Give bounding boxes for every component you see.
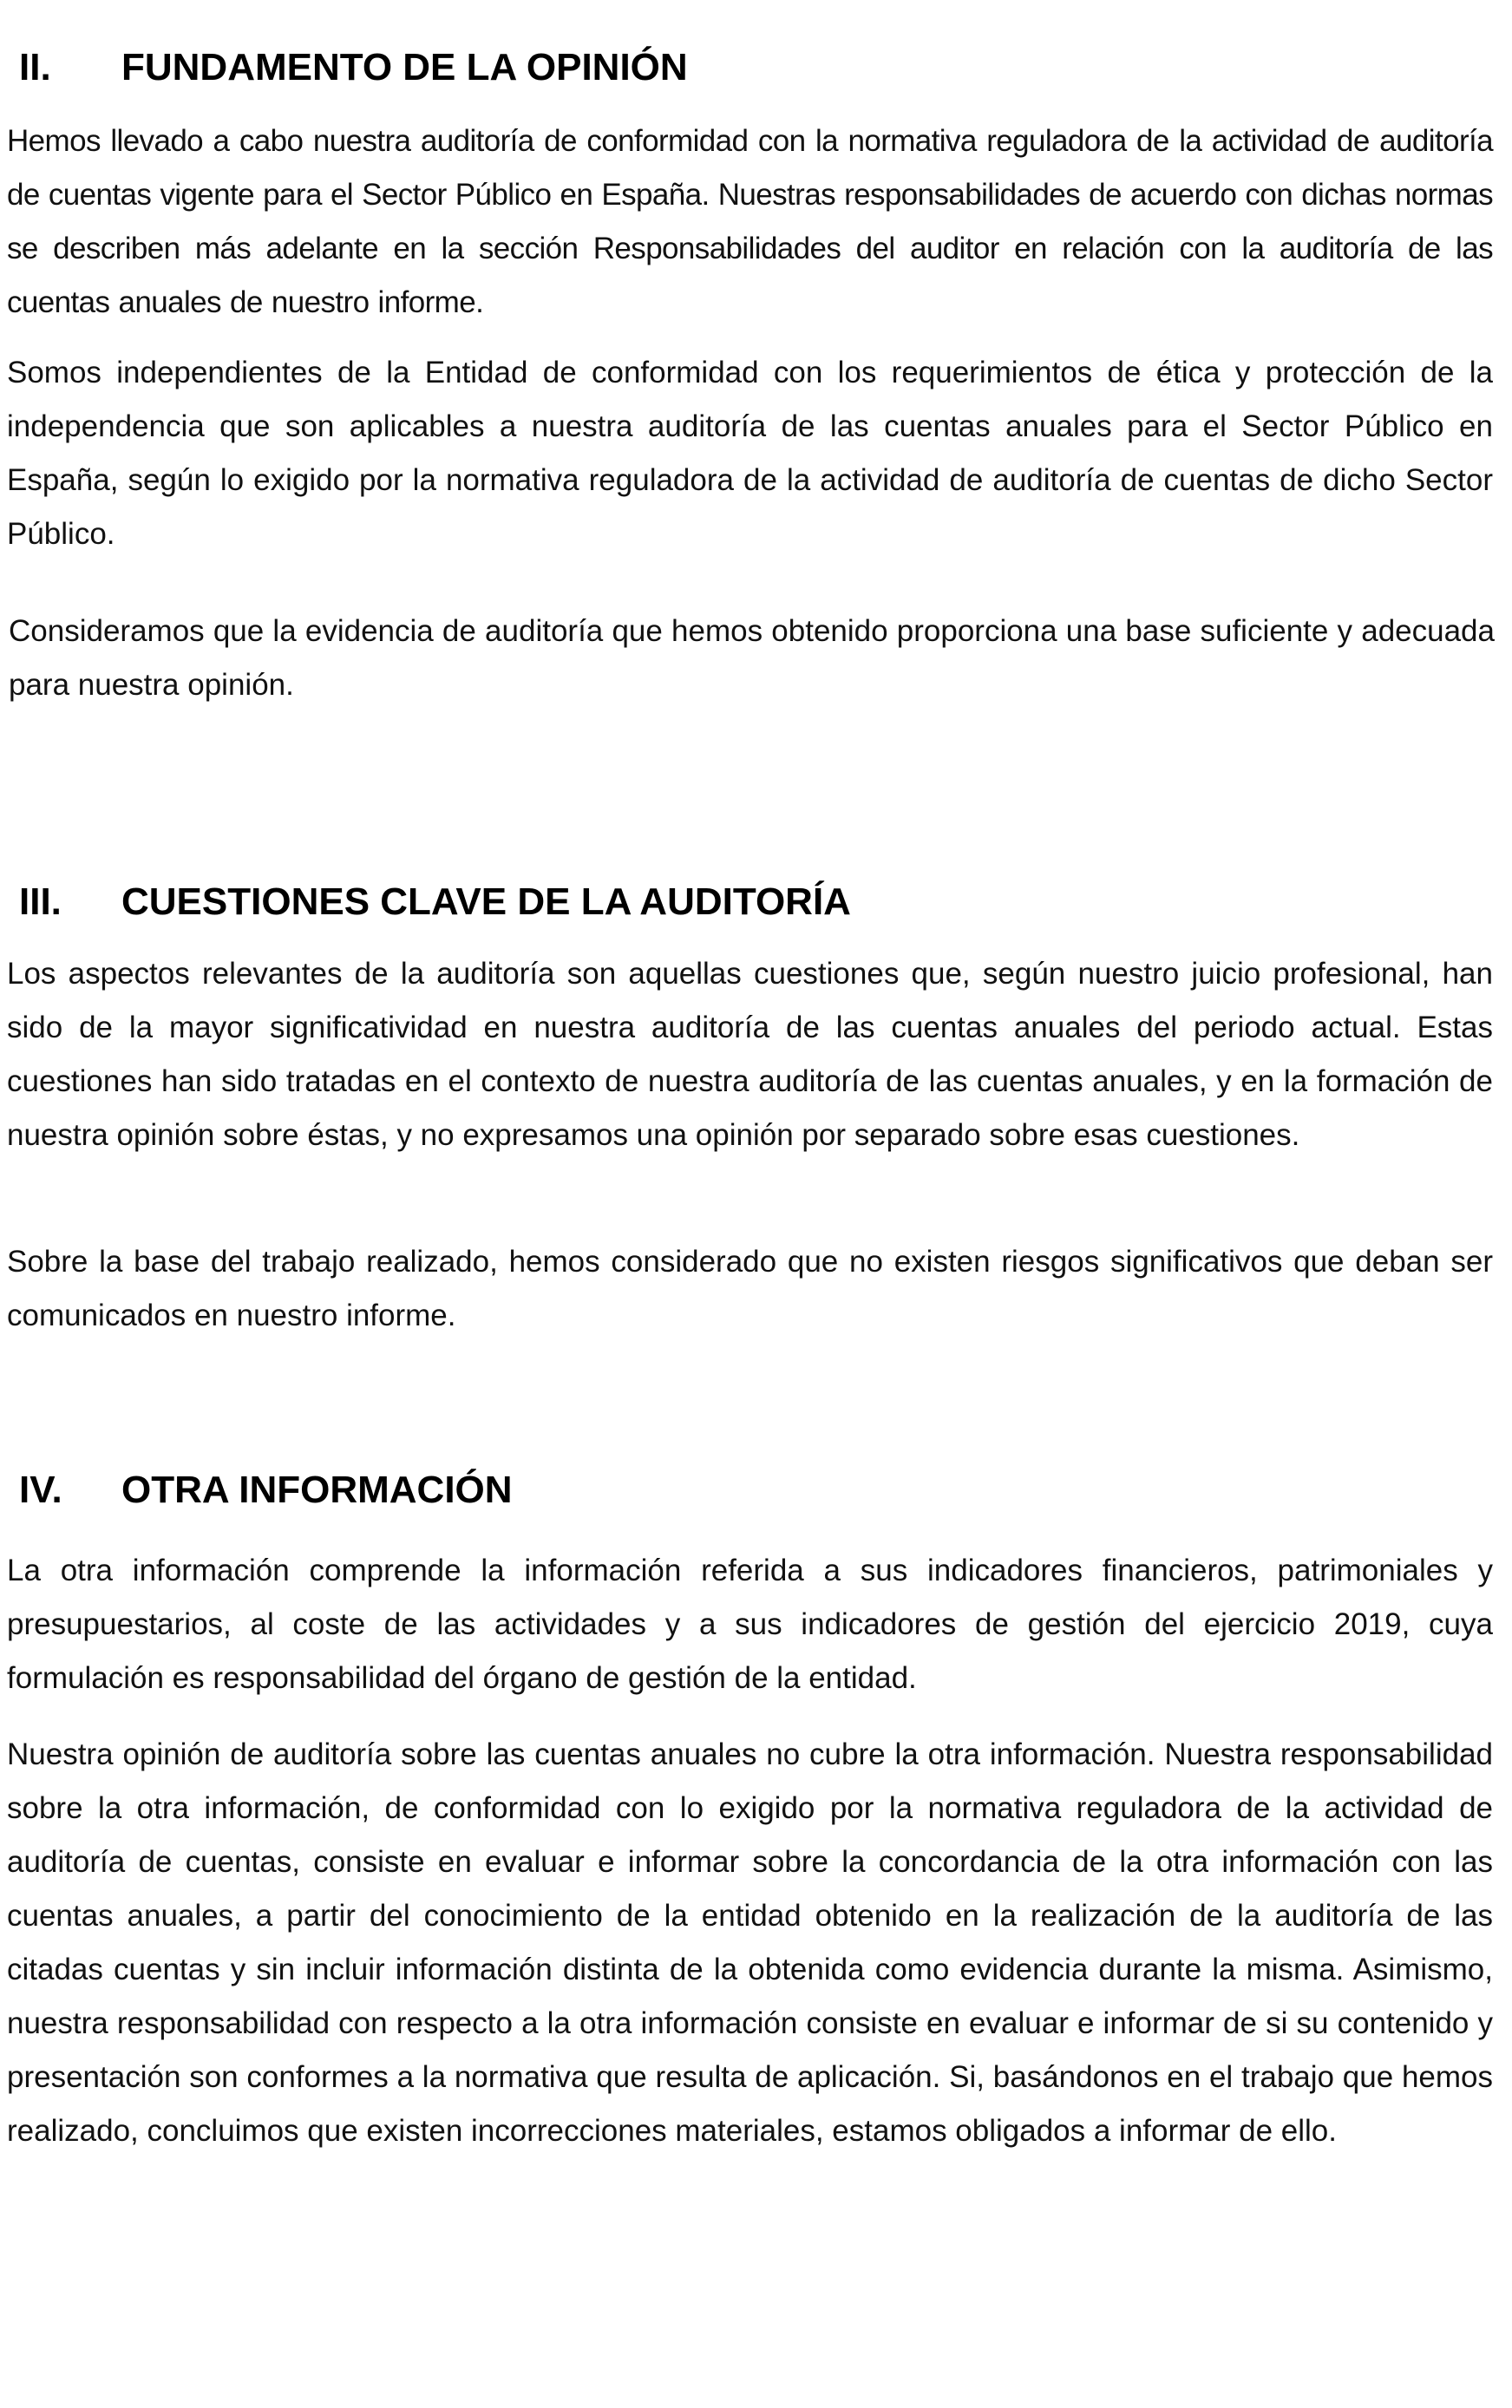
section-number: II.	[19, 46, 51, 88]
paragraph: Los aspectos relevantes de la auditoría son aquellas cuestiones que, según nuestro juicio profesional, han sido de la mayor significatividad en nuestra auditoría de las cuentas anuales del periodo actual. Estas cuestiones han sido tratadas en el contexto de nuestra auditoría de las cuentas anuales, y en la formación de nuestra opinión sobre éstas, y no expresamos una opinión por separado sobre esas cuestiones.	[7, 957, 1493, 1152]
section-number: III.	[19, 880, 62, 923]
section-ii-heading	[19, 43, 688, 92]
paragraph: Nuestra opinión de auditoría sobre las cuentas anuales no cubre la otra información. Nuestra responsabilidad sobre la otra información, de conformidad con lo exigido por la normativa reguladora de la actividad de auditoría de cuentas, consiste en evaluar e informar sobre la concordancia de la otra información con las cuentas anuales, a partir del conocimiento de la entidad obtenido en la realización de la auditoría de las citadas cuentas y sin incluir información distinta de la obtenida como evidencia durante la misma. Asimismo, nuestra responsabilidad con respecto a la otra información consiste en evaluar e informar de si su contenido y presentación son conformes a la normativa que resulta de aplicación. Si, basándonos en el trabajo que hemos realizado, concluimos que existen incorrecciones materiales, estamos obligados a informar de ello.	[7, 1737, 1493, 2148]
paragraph: La otra información comprende la información referida a sus indicadores financieros, patrimoniales y presupuestarios, al coste de las actividades y a sus indicadores de gestión del ejercicio 2019, cuya formulación es responsabilidad del órgano de gestión de la entidad.	[7, 1554, 1493, 1695]
section-title: FUNDAMENTO DE LA OPINIÓN	[121, 46, 688, 88]
section-number: IV.	[19, 1469, 62, 1511]
paragraph: Sobre la base del trabajo realizado, hemos considerado que no existen riesgos significativos que deban ser comunicados en nuestro informe.	[7, 1245, 1493, 1332]
paragraph: Somos independientes de la Entidad de conformidad con los requerimientos de ética y protección de la independencia que son aplicables a nuestra auditoría de las cuentas anuales para el Sector Público en España, según lo exigido por la normativa reguladora de la actividad de auditoría de cuentas de dicho Sector Público.	[7, 356, 1493, 551]
paragraph: Consideramos que la evidencia de auditoría que hemos obtenido proporciona una base suficiente y adecuada para nuestra opinión.	[9, 614, 1495, 702]
paragraph: Hemos llevado a cabo nuestra auditoría de conformidad con la normativa reguladora de la actividad de auditoría de cuentas vigente para el Sector Público en España. Nuestras responsabilidades de acuerdo con dichas normas se describen más adelante en la sección Responsabilidades del auditor en relación con la auditoría de las cuentas anuales de nuestro informe.	[7, 124, 1493, 319]
section-title: OTRA INFORMACIÓN	[121, 1469, 513, 1511]
section-iii-heading	[19, 878, 851, 926]
section-iv-heading	[19, 1466, 513, 1515]
section-title: CUESTIONES CLAVE DE LA AUDITORÍA	[121, 880, 851, 923]
